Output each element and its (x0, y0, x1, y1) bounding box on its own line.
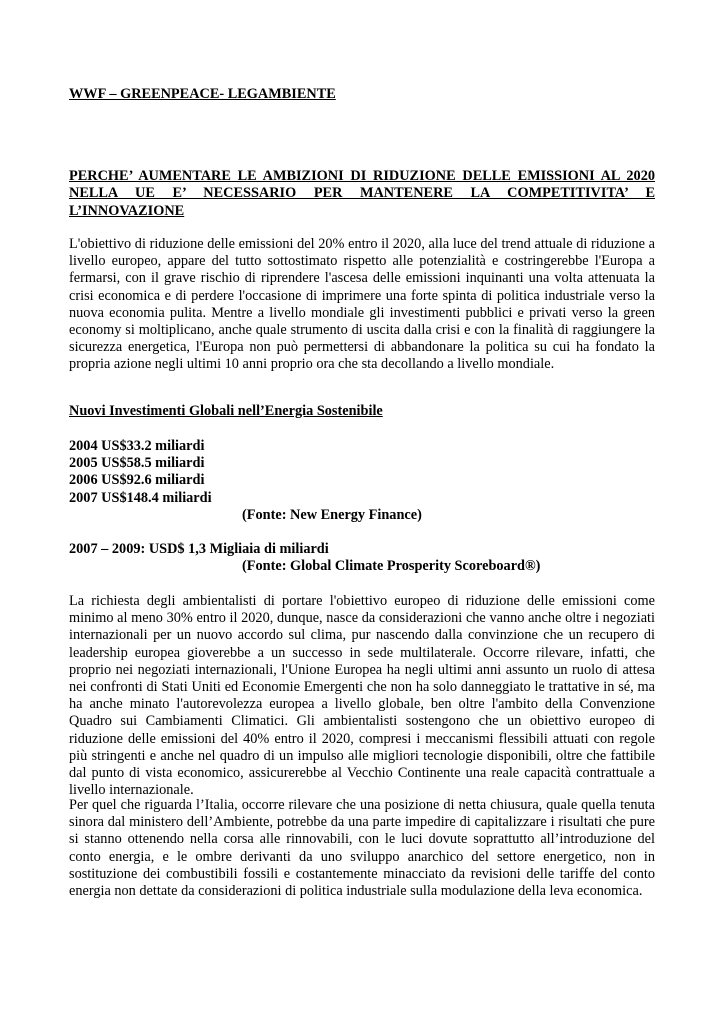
intro-paragraph: L'obiettivo di riduzione delle emissioni del 20% entro il 2020, alla luce del trend attuale di riduzione a livello europeo, appare del tutto sottostimato rispetto alle potenzialità e costringerebbe l'Europa a fermarsi, con il grave rischio di riprendere l'ascesa delle emissioni inquinanti una volta attenuata la crisi economica e di perdere l'occasione di imprimere una forte spinta di politica industriale verso la nuova economia pulita. Mentre a livello mondiale gli investimenti pubblici e privati verso la green economy si moltiplicano, anche quale strumento di uscita dalla crisi e con la finalità di raggiungere la sicurezza energetica, l'Europa non può permettersi di abbandonare la politica su cui ha fondato la propria azione negli ultimi 10 anni proprio ora che sta decollando a livello mondiale. (69, 236, 655, 373)
investments-list (69, 438, 655, 524)
total-source: (Fonte: Global Climate Prosperity Scoreboard®) (242, 558, 541, 575)
document-title (69, 168, 655, 220)
ambientalisti-paragraph: La richiesta degli ambientalisti di portare l'obiettivo europeo di riduzione delle emissioni come minimo al meno 30% entro il 2020, dunque, nasce da considerazioni che vanno anche oltre i negoziati internazionali per un nuovo accordo sul clima, pur nascendo dalla convinzione che un recupero di leadership europea gioverebbe a un successo in sede multilaterale. Occorre rilevare, infatti, che proprio nei negoziati internazionali, l'Unione Europea ha negli ultimi anni assunto un ruolo di attesa nei confronti di Stati Uniti ed Economie Emergenti che non ha solo danneggiato le trattative in sé, ma ha anche minato l'autorevolezza europea a livello globale, ben oltre l'ambito della Convenzione Quadro sui Cambiamenti Climatici. Gli ambientalisti sostengono che un obiettivo europeo di riduzione delle emissioni del 40% entro il 2020, compresi i meccanismi flessibili attuati con regole più stringenti e anche nel quadro di un impulso alle migliori tecnologie disponibili, oltre che fattibile dal punto di vista economico, assicurerebbe al Vecchio Continente una reale capacità contrattuale a livello internazionale. (69, 593, 655, 799)
title-line: NELLA UE E’ NECESSARIO PER MANTENERE LA COMPETITIVITA’ E (69, 185, 655, 202)
total-investment (69, 541, 655, 575)
title-line: L’INNOVAZIONE (69, 202, 185, 219)
title-line: PERCHE’ AUMENTARE LE AMBIZIONI DI RIDUZIONE DELLE EMISSIONI AL 2020 (69, 168, 655, 184)
total-line: 2007 – 2009: USD$ 1,3 Migliaia di miliardi (69, 541, 329, 557)
investment-row: 2005 US$58.5 miliardi (69, 455, 205, 472)
organizations-header: WWF – GREENPEACE- LEGAMBIENTE (69, 86, 336, 102)
investment-row: 2007 US$148.4 miliardi (69, 489, 212, 506)
investment-row: 2004 US$33.2 miliardi (69, 438, 205, 454)
investments-source: (Fonte: New Energy Finance) (242, 506, 422, 523)
italia-paragraph: Per quel che riguarda l’Italia, occorre rilevare che una posizione di netta chiusura, quale quella tenuta sinora dal ministero dell’Ambiente, potrebbe da una parte impedire di capitalizzare i risultati che pure si stanno ottenendo nella corsa alle rinnovabili, con le luci dovute soprattutto all’introduzione del conto energia, e le ombre derivanti da uno sviluppo anarchico del settore energetico, non in sostituzione dei combustibili fossili e costantemente minacciato da revisioni delle tariffe del conto energia non dettate da considerazioni di politica industriale sulla modulazione della leva economica. (69, 797, 655, 900)
investment-row: 2006 US$92.6 miliardi (69, 472, 205, 489)
investments-heading: Nuovi Investimenti Globali nell’Energia Sostenibile (69, 403, 383, 419)
